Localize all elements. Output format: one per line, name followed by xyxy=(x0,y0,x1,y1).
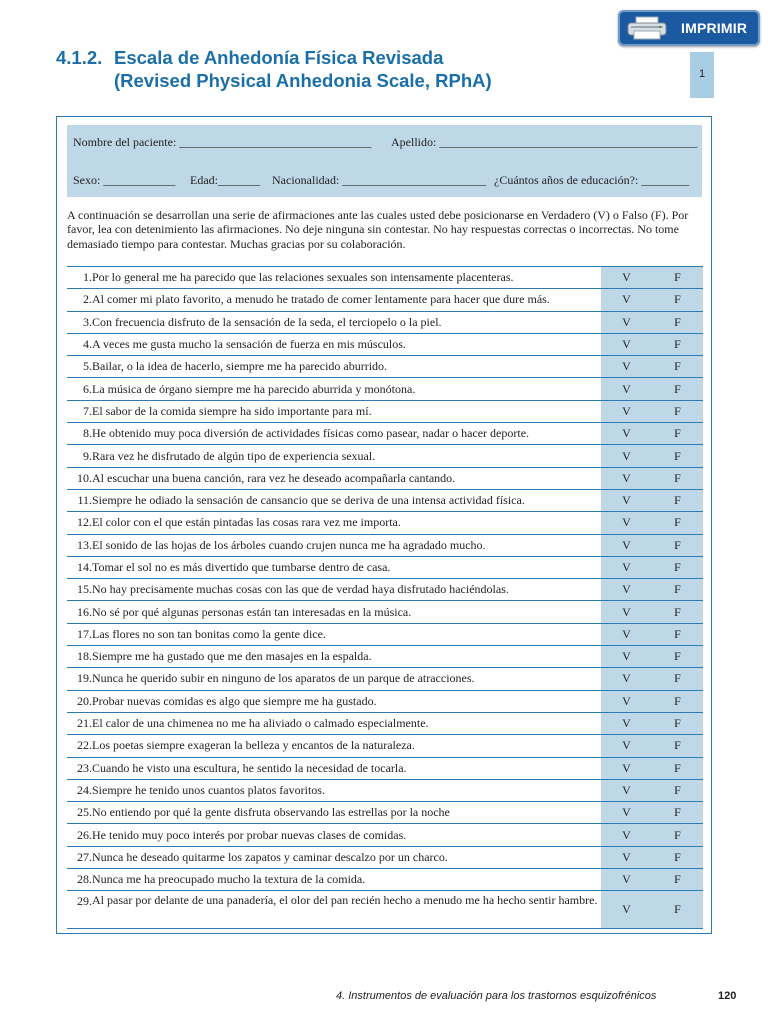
nationality-field[interactable]: Nacionalidad: ________________________ xyxy=(272,173,487,187)
table-row xyxy=(67,712,703,734)
print-button[interactable] xyxy=(618,10,760,46)
item-statement: Siempre he tenido unos cuantos platos favoritos. xyxy=(92,779,601,801)
answer-true-option[interactable]: V xyxy=(601,646,652,668)
item-number: 12. xyxy=(67,512,92,534)
item-number: 19. xyxy=(67,668,92,690)
item-statement: No entiendo por qué la gente disfruta observando las estrellas por la noche xyxy=(92,802,601,824)
answer-false-option[interactable]: F xyxy=(652,267,703,289)
answer-false-option[interactable]: F xyxy=(652,467,703,489)
table-row xyxy=(67,869,703,891)
table-row xyxy=(67,601,703,623)
answer-true-option[interactable]: V xyxy=(601,445,652,467)
item-statement: Por lo general me ha parecido que las relaciones sexuales son intensamente placenteras. xyxy=(92,267,601,289)
answer-true-option[interactable]: V xyxy=(601,512,652,534)
item-statement: La música de órgano siempre me ha parecido aburrida y monótona. xyxy=(92,378,601,400)
item-statement: He obtenido muy poca diversión de actividades físicas como pasear, nadar o hacer deporte. xyxy=(92,423,601,445)
item-number: 24. xyxy=(67,779,92,801)
answer-false-option[interactable]: F xyxy=(652,623,703,645)
item-statement: Las flores no son tan bonitas como la gente dice. xyxy=(92,623,601,645)
item-number: 17. xyxy=(67,623,92,645)
section-number: 4.1.2. xyxy=(56,47,103,68)
answer-true-option[interactable]: V xyxy=(601,869,652,891)
answer-true-option[interactable]: V xyxy=(601,824,652,846)
item-statement: Nunca he querido subir en ninguno de los aparatos de un parque de atracciones. xyxy=(92,668,601,690)
answer-true-option[interactable]: V xyxy=(601,802,652,824)
table-row xyxy=(67,824,703,846)
answer-true-option[interactable]: V xyxy=(601,467,652,489)
item-number: 18. xyxy=(67,646,92,668)
table-row xyxy=(67,378,703,400)
item-statement: Con frecuencia disfruto de la sensación de la seda, el terciopelo o la piel. xyxy=(92,311,601,333)
item-number: 29. xyxy=(67,891,92,929)
item-statement: El calor de una chimenea no me ha aliviado o calmado especialmente. xyxy=(92,712,601,734)
answer-false-option[interactable]: F xyxy=(652,534,703,556)
answer-true-option[interactable]: V xyxy=(601,579,652,601)
answer-false-option[interactable]: F xyxy=(652,378,703,400)
item-statement: El sabor de la comida siempre ha sido importante para mí. xyxy=(92,400,601,422)
answer-false-option[interactable]: F xyxy=(652,400,703,422)
answer-false-option[interactable]: F xyxy=(652,735,703,757)
sex-field[interactable]: Sexo: ____________ xyxy=(73,173,176,187)
item-statement: El sonido de las hojas de los árboles cuando crujen nunca me ha agradado mucho. xyxy=(92,534,601,556)
answer-true-option[interactable]: V xyxy=(601,601,652,623)
table-row xyxy=(67,423,703,445)
table-row xyxy=(67,534,703,556)
answer-true-option[interactable]: V xyxy=(601,311,652,333)
item-number: 13. xyxy=(67,534,92,556)
printer-icon xyxy=(627,16,667,40)
answer-true-option[interactable]: V xyxy=(601,690,652,712)
item-number: 25. xyxy=(67,802,92,824)
table-row xyxy=(67,779,703,801)
table-row xyxy=(67,400,703,422)
page-tab: 1 xyxy=(690,52,714,98)
table-row xyxy=(67,891,703,929)
answer-false-option[interactable]: F xyxy=(652,356,703,378)
item-number: 21. xyxy=(67,712,92,734)
item-number: 2. xyxy=(67,289,92,311)
item-number: 15. xyxy=(67,579,92,601)
items-body xyxy=(67,267,703,929)
table-row xyxy=(67,356,703,378)
table-row xyxy=(67,289,703,311)
table-row xyxy=(67,623,703,645)
table-row xyxy=(67,735,703,757)
answer-true-option[interactable]: V xyxy=(601,668,652,690)
answer-false-option[interactable]: F xyxy=(652,690,703,712)
item-number: 14. xyxy=(67,556,92,578)
item-statement: Al pasar por delante de una panadería, el olor del pan recién hecho a menudo me ha hecho sentir hambre. xyxy=(92,891,601,929)
table-row xyxy=(67,646,703,668)
item-number: 8. xyxy=(67,423,92,445)
answer-false-option[interactable]: F xyxy=(652,445,703,467)
item-statement: Rara vez he disfrutado de algún tipo de experiencia sexual. xyxy=(92,445,601,467)
answer-true-option[interactable]: V xyxy=(601,400,652,422)
item-number: 7. xyxy=(67,400,92,422)
answer-true-option[interactable]: V xyxy=(601,356,652,378)
answer-false-option[interactable]: F xyxy=(652,289,703,311)
answer-false-option[interactable]: F xyxy=(652,869,703,891)
answer-true-option[interactable]: V xyxy=(601,891,652,929)
item-number: 6. xyxy=(67,378,92,400)
table-row xyxy=(67,333,703,355)
table-row xyxy=(67,311,703,333)
item-number: 5. xyxy=(67,356,92,378)
table-row xyxy=(67,267,703,289)
answer-true-option[interactable]: V xyxy=(601,534,652,556)
patient-info-box xyxy=(67,125,702,197)
patient-name-field[interactable]: Nombre del paciente: ________________________________ xyxy=(73,135,372,149)
instructions: A continuación se desarrollan una serie de afirmaciones ante las cuales usted debe posicionarse en Verdadero (V) o Falso (F). Por favor, lea con detenimiento las afirmaciones. No deje ninguna sin contestar. No hay respuestas correctas o incorrectas. No tome demasiado tiempo para contestar. Muchas gracias por su colaboración. xyxy=(67,208,689,251)
item-statement: Bailar, o la idea de hacerlo, siempre me ha parecido aburrido. xyxy=(92,356,601,378)
answer-true-option[interactable]: V xyxy=(601,333,652,355)
item-number: 26. xyxy=(67,824,92,846)
item-statement: No sé por qué algunas personas están tan interesadas en la música. xyxy=(92,601,601,623)
answer-true-option[interactable]: V xyxy=(601,757,652,779)
item-number: 9. xyxy=(67,445,92,467)
table-row xyxy=(67,802,703,824)
answer-false-option[interactable]: F xyxy=(652,489,703,511)
item-statement: Al comer mi plato favorito, a menudo he tratado de comer lentamente para hacer que dure más. xyxy=(92,289,601,311)
item-statement: He tenido muy poco interés por probar nuevas clases de comidas. xyxy=(92,824,601,846)
item-number: 22. xyxy=(67,735,92,757)
education-field[interactable]: ¿Cuántos años de educación?: ________ xyxy=(494,173,690,187)
item-statement: Siempre he odiado la sensación de cansancio que se deriva de una intensa actividad física. xyxy=(92,489,601,511)
table-row xyxy=(67,512,703,534)
answer-false-option[interactable]: F xyxy=(652,846,703,868)
table-row xyxy=(67,489,703,511)
table-row xyxy=(67,668,703,690)
answer-false-option[interactable]: F xyxy=(652,824,703,846)
answer-false-option[interactable]: F xyxy=(652,646,703,668)
item-statement: Cuando he visto una escultura, he sentido la necesidad de tocarla. xyxy=(92,757,601,779)
item-statement: Nunca me ha preocupado mucho la textura de la comida. xyxy=(92,869,601,891)
item-statement: A veces me gusta mucho la sensación de fuerza en mis músculos. xyxy=(92,333,601,355)
answer-false-option[interactable]: F xyxy=(652,712,703,734)
item-statement: No hay precisamente muchas cosas con las que de verdad haya disfrutado haciéndolas. xyxy=(92,579,601,601)
answer-false-option[interactable]: F xyxy=(652,757,703,779)
item-statement: Tomar el sol no es más divertido que tumbarse dentro de casa. xyxy=(92,556,601,578)
answer-true-option[interactable]: V xyxy=(601,289,652,311)
answer-true-option[interactable]: V xyxy=(601,735,652,757)
table-row xyxy=(67,467,703,489)
patient-surname-field[interactable]: Apellido: ___________________________________________ xyxy=(391,135,698,149)
item-statement: Los poetas siempre exageran la belleza y encantos de la naturaleza. xyxy=(92,735,601,757)
answer-false-option[interactable]: F xyxy=(652,779,703,801)
answer-false-option[interactable]: F xyxy=(652,423,703,445)
answer-true-option[interactable]: V xyxy=(601,712,652,734)
item-number: 4. xyxy=(67,333,92,355)
answer-false-option[interactable]: F xyxy=(652,579,703,601)
table-row xyxy=(67,445,703,467)
item-number: 20. xyxy=(67,690,92,712)
item-statement: El color con el que están pintadas las cosas rara vez me importa. xyxy=(92,512,601,534)
answer-true-option[interactable]: V xyxy=(601,623,652,645)
footer-text: 4. Instrumentos de evaluación para los trastornos esquizofrénicos xyxy=(336,990,657,1002)
item-number: 3. xyxy=(67,311,92,333)
answer-false-option[interactable]: F xyxy=(652,802,703,824)
item-number: 10. xyxy=(67,467,92,489)
answer-false-option[interactable]: F xyxy=(652,668,703,690)
table-row xyxy=(67,556,703,578)
items-table xyxy=(67,266,703,929)
answer-false-option[interactable]: F xyxy=(652,333,703,355)
item-number: 16. xyxy=(67,601,92,623)
table-row xyxy=(67,846,703,868)
item-statement: Nunca he deseado quitarme los zapatos y caminar descalzo por un charco. xyxy=(92,846,601,868)
item-statement: Al escuchar una buena canción, rara vez he deseado acompañarla cantando. xyxy=(92,467,601,489)
item-statement: Probar nuevas comidas es algo que siempre me ha gustado. xyxy=(92,690,601,712)
item-number: 28. xyxy=(67,869,92,891)
age-field[interactable]: Edad:_______ xyxy=(190,173,260,187)
answer-false-option[interactable]: F xyxy=(652,512,703,534)
table-row xyxy=(67,757,703,779)
answer-false-option[interactable]: F xyxy=(652,601,703,623)
page-title xyxy=(56,46,492,92)
item-statement: Siempre me ha gustado que me den masajes en la espalda. xyxy=(92,646,601,668)
title-line-1: Escala de Anhedonía Física Revisada xyxy=(114,47,444,68)
answer-false-option[interactable]: F xyxy=(652,891,703,929)
answer-true-option[interactable]: V xyxy=(601,423,652,445)
answer-false-option[interactable]: F xyxy=(652,311,703,333)
answer-true-option[interactable]: V xyxy=(601,846,652,868)
answer-true-option[interactable]: V xyxy=(601,489,652,511)
answer-true-option[interactable]: V xyxy=(601,267,652,289)
item-number: 23. xyxy=(67,757,92,779)
table-row xyxy=(67,579,703,601)
title-line-2: (Revised Physical Anhedonia Scale, RPhA) xyxy=(114,70,492,91)
table-row xyxy=(67,690,703,712)
print-button-label: IMPRIMIR xyxy=(681,20,748,36)
page-number: 120 xyxy=(718,990,737,1002)
answer-true-option[interactable]: V xyxy=(601,556,652,578)
answer-true-option[interactable]: V xyxy=(601,378,652,400)
item-number: 1. xyxy=(67,267,92,289)
answer-true-option[interactable]: V xyxy=(601,779,652,801)
item-number: 27. xyxy=(67,846,92,868)
item-number: 11. xyxy=(67,489,92,511)
answer-false-option[interactable]: F xyxy=(652,556,703,578)
